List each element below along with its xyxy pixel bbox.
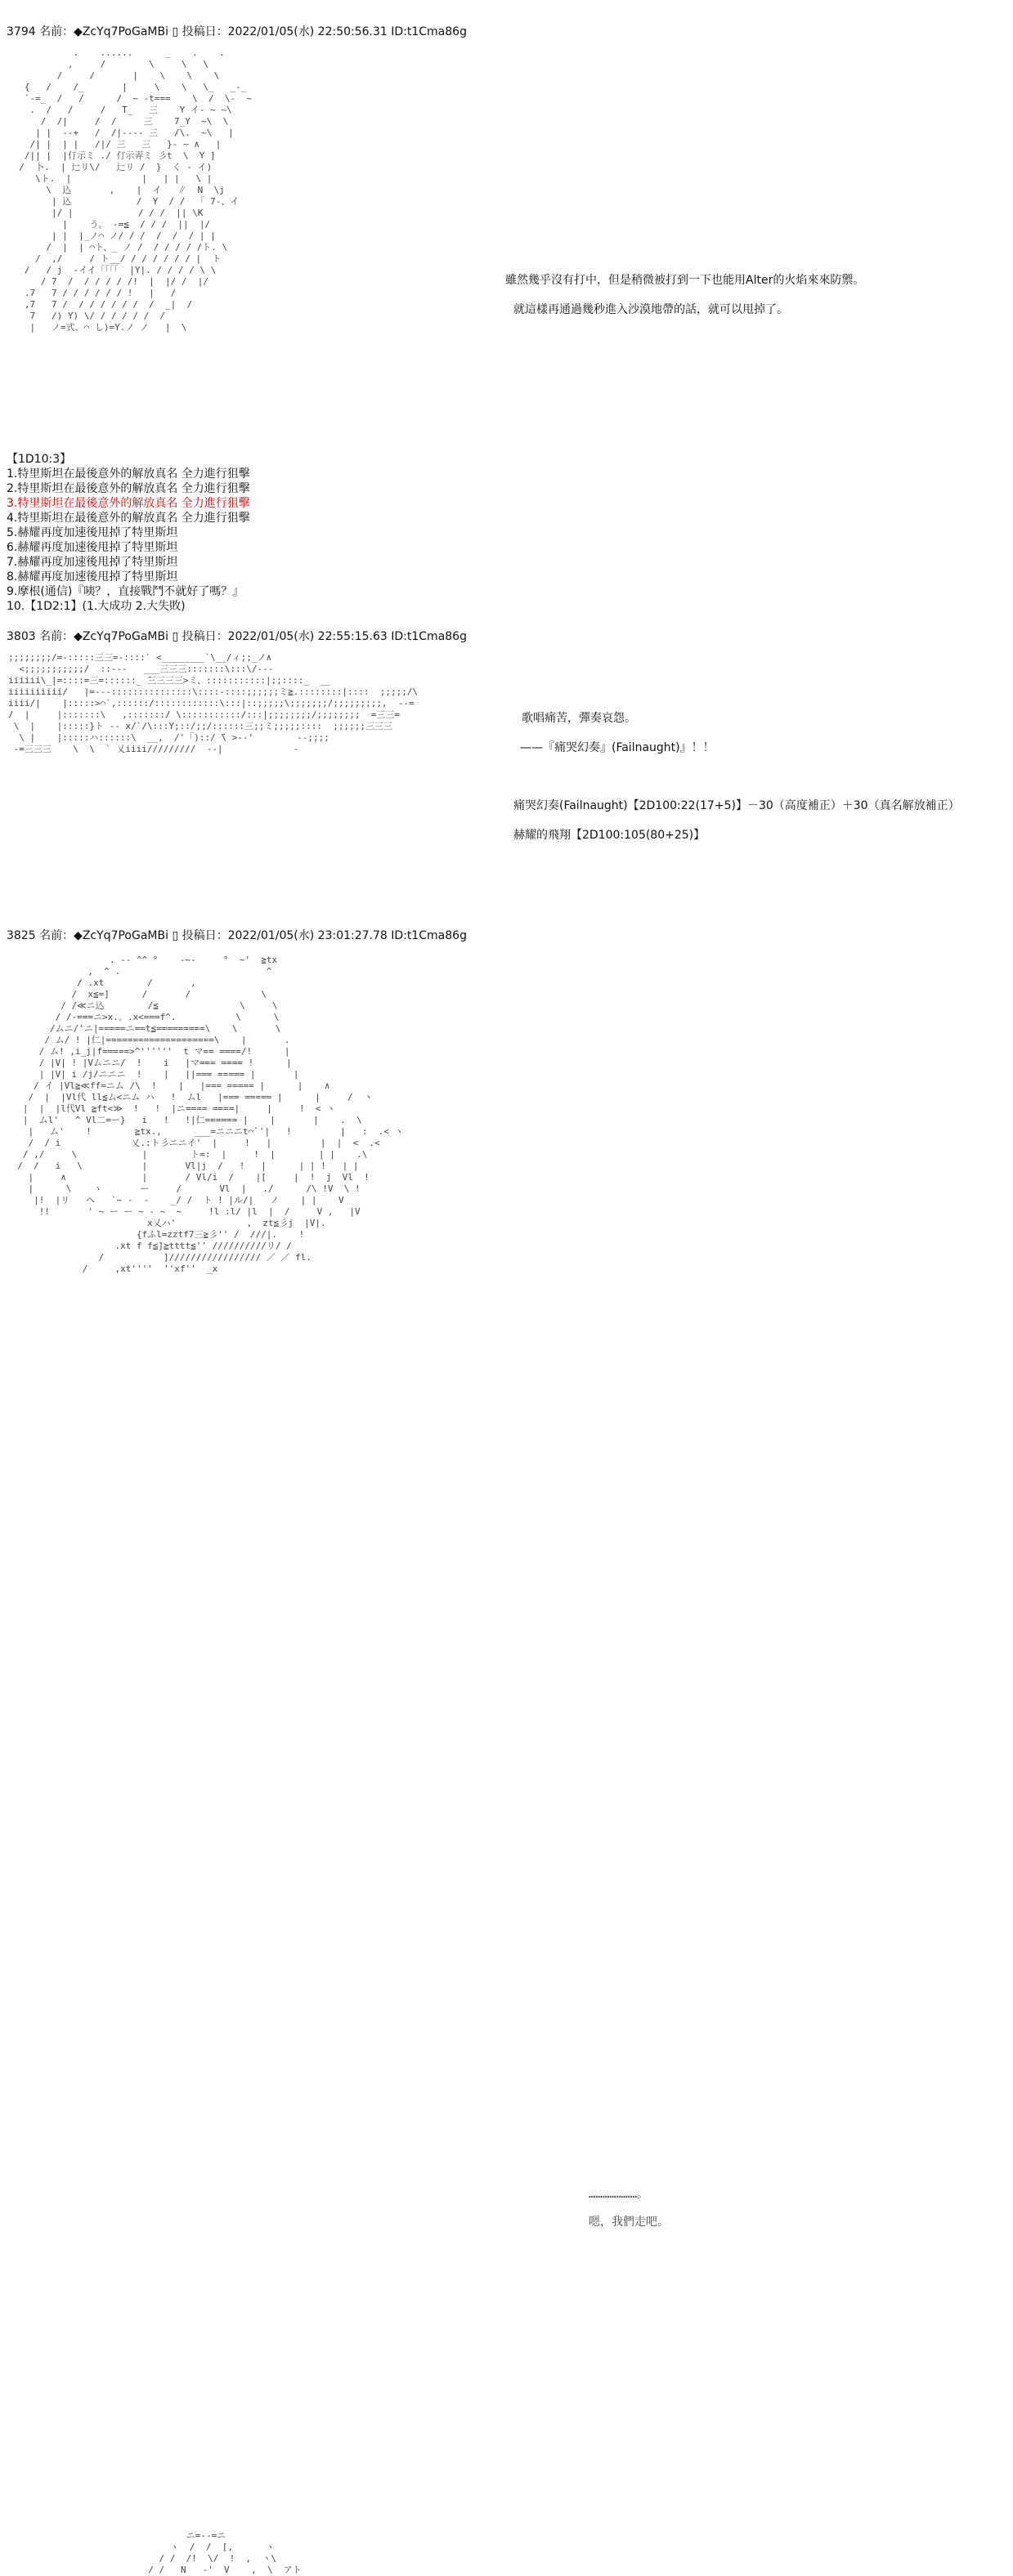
ascii-art-figure: . -- ^^ ° -~- ° ~' ≧tx , ^ . ^ / .xt / , / x≦=] / / \ / /≪ニ込 /≦ \ \ / /-===ニ>x.。.x<===f^. \ \ /ムニ/'ニ|=====ニ==t≦=========\ \ \ / ム/ ! |仁|====================\ | . / ム! ,i_j|f=====>^'''''' t マ== ====/! | / |V| ! |Vムニニ/ ! i |マ=== ==== ! | | |V| i /j/ニニニ ! | ||=== ===== | | / イ |Vl≧≪ff=ニム /\ ! | |=== ===== | | ∧ / | |Vl代 ll≦ム<ニム ハ ! ムl |=== ===== | | / ヽ | | |l代Vl ≧ft<≫ ! ! |ニ==== ====| | ! < ヽ | ムl' ^ Vl二=ー} i ! !|仁====== | | | . \ | ム' ! ≧tx., ___=ニニニt⌒`'| ! | : .< ヽ / / i 乂.:ト彡ニニイ' | ! | | | < .< / ,/ \ | ト=: | ! | | | .\ / / i \ | Vl|j / ! | | | ! | | | ∧ | / Vl/i / |[ | ! j Vl ! | \ ヽ ー / Vl | ./ /\ !V \ ! |! |リ ヘ `~ - ‐ _/ / ト ! |ル/| ノ | | V !! ' ~ ー ー ~ - ~ ~ !l :l/ |l | / V , |V x乂ハ' , zt≦彡j |V|. {fふl=zztf7三≧彡'' / ///|. ! .xt f f≦]≧tttt≦'' //////////リ/ / / ]///////////////// ／ ／ fl. / ,xt'''' ''xf'' _x …………………。 嗯，我們走吧。 ニ=-‐=ニ ヽ / / [, ヽ / / /! \/ ! , ヽ\ / / N -' V , \ アト xyxy=(17,955,669,2575)
narration-line: 歌唱痛苦，彈奏哀怨。 xyxy=(522,712,636,725)
narration-line: 雖然幾乎沒有打中，但是稍微被打到一下也能用Alter的火焰來來防禦。 xyxy=(505,274,865,287)
option-item: 9.摩根(通信)『咦？，直接戰鬥不就好了嗎？』 xyxy=(7,585,244,598)
option-item: 5.赫耀再度加速後甩掉了特里斯坦 xyxy=(7,526,178,539)
option-item: 4.特里斯坦在最後意外的解放真名 全力進行狙擊 xyxy=(7,512,250,525)
option-item: 7.赫耀再度加速後甩掉了特里斯坦 xyxy=(7,556,178,569)
narration-line: 嗯，我們走吧。 xyxy=(589,2216,669,2229)
ascii-art-scene: ;;;;;;;;/=-:::::三三=-::::` <________`\__/ィ;;_ノ∧ <;;;;;;;;;;;/ ::--- ___三三三:::::::\:::\/--- iiiiii\_|=::::=三=::::::_ ̄三三三三>ミ、:::::::::::|;;::::_ __ iiiiiiiiii/ |=---:::::::::::::::\::::-::::;;;;;;ミ≧.::::::::|:::: ;;;;;/\ iiii/| |:::::>⌒`,::::::/::::::::::::\:::|::;;;;;\;;;;;;;/;;;;;;;;;, --= / | |:::::::\ ,:::::::/ \:::::::::::/:::|;;;;;;;;/;;;;;;;; =三三= \ | |:::::}ト -- x/`/\:::Y;::/;;/::::::三;;ミ;;;;;:::: ;;;;;;三三三 \ | |:::::ハ::::::\ __, /'「)::/ ̄\ >--' --;;;; -=三三三 \ \ ` 乂iiii///////// --| - xyxy=(8,652,419,754)
ascii-art-partial: ニ=-‐=ニ ヽ / / [, ヽ / / /! \/ ! , ヽ\ / / N -' V , \ アト xyxy=(148,2530,302,2575)
ascii-art-figure: . ...... _ . . , / \ \ \ / / | \ \ \ { / /_ | \ \ \_ _-_ `-=_ / / / ~ -t=== \ / \- ~ . / / / T_ 三 Y イ- ~ ~\ / /| / / 三 7_Y ~\ \ | | --+ / /|---- 三 /\. ~\ | /| | | | /|/ 三 三 }- ~ ∧ | /|| | |仃示ミ ./ 仃示弄ミ 彡t \ Y ] / 卜. | 辷リ\/ 辷リ / } く - イ) \ト. | | | | \ | \ 込 , | イ ∥ N \j | 込 / Y / / 「 7-、イ |/ | / / / || \K | う。 -=≦ / / / || |/ | | |_ノ⌒ ノ/ / / / / / | | / | | ⌒ト、_ ノ / / / / / /ト. \ / ,/ / ト__/ / / / / / / | ト / / j -イイ「「「「 |Y|. / / / / \ \ / 7 / / / / / /! | |/ / |/ .7 7 / / / / / / ! | / ,7 7 / / / / / / / / _| / 7 /) Y) \/ / / / / / / | ノ=式、⌒ し)=Y.ノ ノ | \ xyxy=(19,47,253,333)
dice-roll-line: 痛哭幻奏(Failnaught)【2D100:22(17+5)】－30（高度補正）＋30（真名解放補正） xyxy=(513,799,960,812)
post-header: 3803 名前：◆ZcYq7PoGaMBi ▯ 投稿日：2022/01/05(水) 22:55:15.63 ID:t1Cma86g xyxy=(7,630,467,643)
narration-line: 就這樣再通過幾秒進入沙漠地帶的話，就可以甩掉了。 xyxy=(513,303,788,316)
option-item: 2.特里斯坦在最後意外的解放真名 全力進行狙擊 xyxy=(7,482,250,495)
post-header: 3794 名前：◆ZcYq7PoGaMBi ▯ 投稿日：2022/01/05(水) 22:50:56.31 ID:t1Cma86g xyxy=(7,25,467,38)
dice-options xyxy=(7,452,250,614)
option-item: 8.赫耀再度加速後甩掉了特里斯坦 xyxy=(7,570,178,584)
narration-line: ——『痛哭幻奏』(Failnaught)』！！ xyxy=(520,741,715,754)
dice-roll-line: 赫耀的飛翔【2D100:105(80+25)】 xyxy=(513,829,706,842)
option-item: 10.【1D2:1】(1.大成功 2.大失敗) xyxy=(7,600,186,613)
narration-line: …………………。 xyxy=(589,2188,649,2201)
option-item: 1.特里斯坦在最後意外的解放真名 全力進行狙擊 xyxy=(7,467,250,481)
post-header: 3825 名前：◆ZcYq7PoGaMBi ▯ 投稿日：2022/01/05(水) 23:01:27.78 ID:t1Cma86g xyxy=(7,929,467,942)
option-item-selected: 3.特里斯坦在最後意外的解放真名 全力進行狙擊 xyxy=(7,497,250,510)
dice-title: 【1D10:3】 xyxy=(7,453,72,466)
option-item: 6.赫耀再度加速後甩掉了特里斯坦 xyxy=(7,541,178,554)
